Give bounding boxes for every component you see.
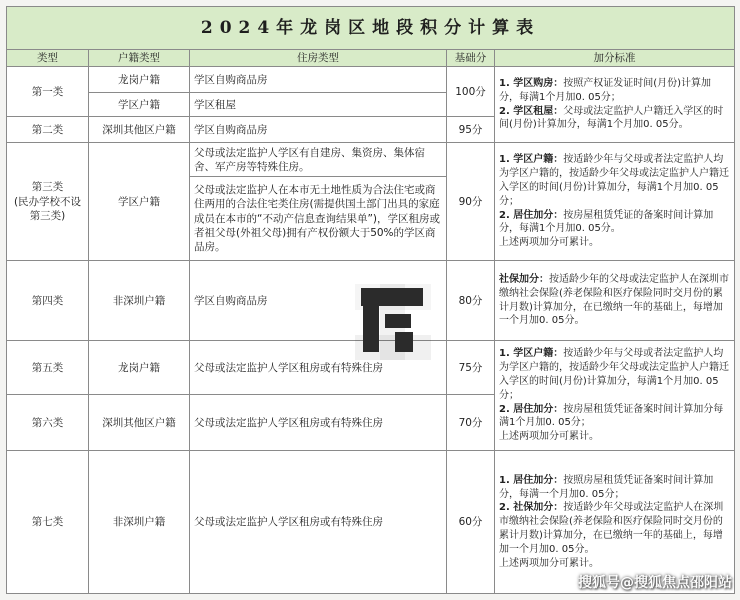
score-cell-4: 80分 <box>447 261 495 341</box>
score-cell-3: 90分 <box>447 143 495 261</box>
hukou-cell-1b: 学区户籍 <box>89 93 190 117</box>
bonus-line: 2. 居住加分：按房屋租赁凭证备案时间计算加分每满1个月加0. 05分； <box>499 403 724 429</box>
type-cell-1: 第一类 <box>7 67 89 117</box>
score-cell-2: 95分 <box>447 117 495 143</box>
watermark-text: 搜狐号@搜狐焦点邵阳站 <box>578 575 732 591</box>
bonus-line: 2. 学区租屋：父母或法定监护人户籍迁入学区的时间(月份)计算加分，每满1个月加0. 05分。 <box>499 105 724 131</box>
housing-cell-7: 父母或法定监护人学区租房或有特殊住房 <box>190 451 447 594</box>
bonus-cell-4 <box>495 261 735 341</box>
header-type: 类型 <box>7 50 89 67</box>
table-title: 2024年龙岗区地段积分计算表 <box>7 7 735 50</box>
bonus-line: 1. 学区购房：按照产权证发证时间(月份)计算加分，每满1个月加0. 05分； <box>499 78 712 103</box>
score-cell-1: 100分 <box>447 67 495 117</box>
bonus-line: 2. 居住加分：按房屋租赁凭证的备案时间计算加分，每满1个月加0. 05分。 <box>499 209 714 235</box>
bonus-line: 社保加分：按适龄少年的父母或法定监护人在深圳市缴纳社会保险(养老保险和医疗保险同时交月份的累计月数)计算加分，在已缴纳一年的基础上，每增加一个月加0. 05分。 <box>499 274 729 327</box>
bonus-line: 上述两项加分可累计。 <box>499 431 599 443</box>
hukou-cell-3: 学区户籍 <box>89 143 190 261</box>
bonus-line: 1. 学区户籍：按适龄少年与父母或者法定监护人均为学区户籍的，按适龄少年父母或法定监护人户籍迁入学区的时间(月份)计算加分，每满1个月加0. 05分； <box>499 348 729 401</box>
housing-cell-1a: 学区自购商品房 <box>190 67 447 93</box>
bonus-line: 1. 居住加分：按照房屋租赁凭证备案时间计算加分，每满一个月加0. 05分； <box>499 474 714 500</box>
header-housing: 住房类型 <box>190 50 447 67</box>
bonus-cell-3 <box>495 143 735 261</box>
type-cell-6: 第六类 <box>7 395 89 451</box>
hukou-cell-5: 龙岗户籍 <box>89 341 190 395</box>
bonus-line: 1. 学区户籍：按适龄少年与父母或者法定监护人均为学区户籍的，按适龄少年父母或法定监护人户籍迁入学区的时间(月份)计算加分，每满1个月加0. 05分； <box>499 154 729 207</box>
hukou-cell-1a: 龙岗户籍 <box>89 67 190 93</box>
type-cell-7: 第七类 <box>7 451 89 594</box>
bonus-line: 上述两项加分可累计。 <box>499 557 599 569</box>
housing-cell-5: 父母或法定监护人学区租房或有特殊住房 <box>190 341 447 395</box>
hukou-cell-7: 非深圳户籍 <box>89 451 190 594</box>
type-cell-3: 第三类 (民办学校不设第三类) <box>7 143 89 261</box>
header-base-score: 基础分 <box>447 50 495 67</box>
housing-cell-3b: 父母或法定监护人在本市无土地性质为合法住宅或商住两用的合法住宅类住房(需提供国土部门出具的家庭成员在本市的“不动产信息查询结果单”)，学区租房或者祖父母(外祖父母)拥有产权份额大于50%的学区商品房。 <box>190 177 447 261</box>
housing-cell-6: 父母或法定监护人学区租房或有特殊住房 <box>190 395 447 451</box>
header-hukou: 户籍类型 <box>89 50 190 67</box>
header-bonus: 加分标准 <box>495 50 735 67</box>
bonus-line: 上述两项加分可累计。 <box>499 237 599 249</box>
bonus-cell-1 <box>495 67 735 143</box>
censor-mosaic <box>355 284 431 360</box>
score-cell-5: 75分 <box>447 341 495 395</box>
hukou-cell-6: 深圳其他区户籍 <box>89 395 190 451</box>
bonus-cell-5 <box>495 341 735 451</box>
score-cell-6: 70分 <box>447 395 495 451</box>
bonus-line: 2. 社保加分：按适龄少年父母或法定监护人在深圳市缴纳社会保险(养老保险和医疗保险同时交月份的累计月数)计算加分，在已缴纳一年的基础上，每增加一个月加0. 05分。 <box>499 502 724 555</box>
type-cell-5: 第五类 <box>7 341 89 395</box>
hukou-cell-4: 非深圳户籍 <box>89 261 190 341</box>
score-cell-7: 60分 <box>447 451 495 594</box>
hukou-cell-2: 深圳其他区户籍 <box>89 117 190 143</box>
housing-cell-1b: 学区租屋 <box>190 93 447 117</box>
type-cell-2: 第二类 <box>7 117 89 143</box>
housing-cell-4: 学区自购商品房 <box>190 261 447 341</box>
type-cell-4: 第四类 <box>7 261 89 341</box>
housing-cell-2: 学区自购商品房 <box>190 117 447 143</box>
housing-cell-3a: 父母或法定监护人学区有自建房、集资房、集体宿舍、军产房等特殊住房。 <box>190 143 447 177</box>
